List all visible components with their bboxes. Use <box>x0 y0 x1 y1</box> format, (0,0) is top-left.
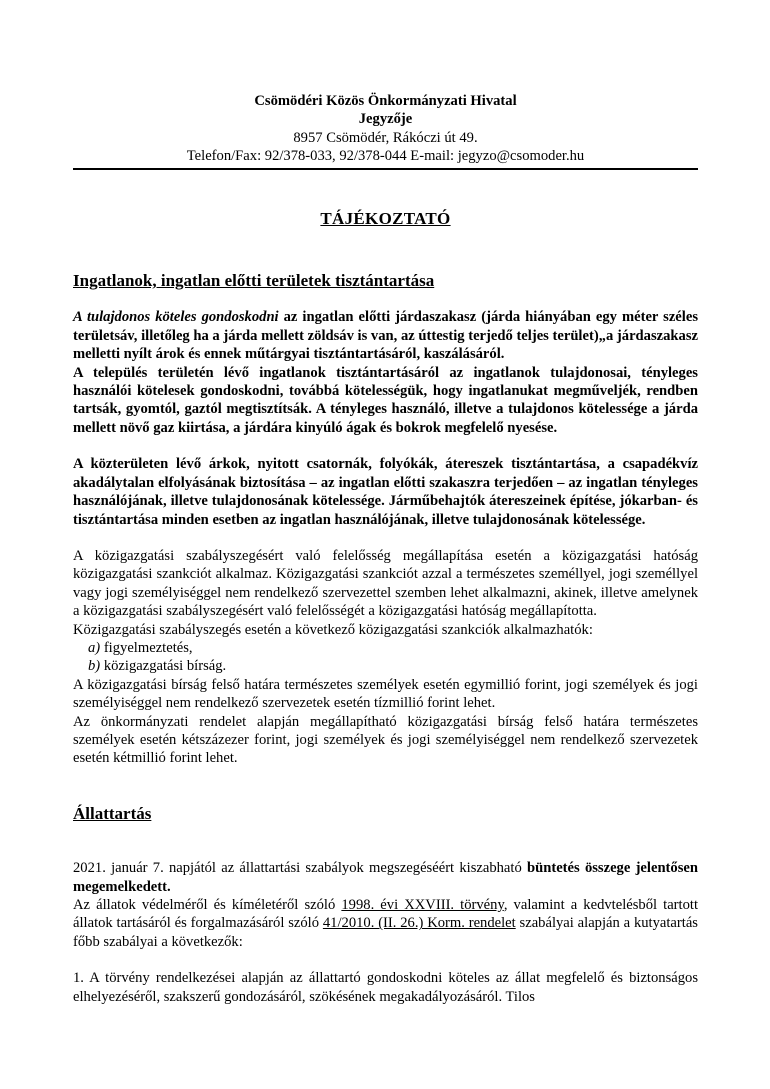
office-contact: Telefon/Fax: 92/378-033, 92/378-044 E-mail: jegyzo@csomoder.hu <box>186 148 585 165</box>
document-title: TÁJÉKOZTATÓ <box>320 208 451 228</box>
paragraph-sanctions: A közigazgatási szabályszegésért való felelősség megállapítása esetén a közigazgatási hatóság közigazgatási szankciót alkalmaz. Közigazgatási szankciót azzal a természetes személlyel, jogi személlyel vagy jogi személyiséggel nem rendelkező szervezettel szemben lehet alkalmazni, akinek, illetve amelynek a közigazgatási szabályszegésért való felelősségét a közigazgatási hatóság megállapította. <box>73 547 698 620</box>
paragraph-rule-1: 1. A törvény rendelkezései alapján az állattartó gondoskodni köteles az állat megfelelő és biztonságos elhelyezéséről, szakszerű gondozásáról, szökésének megakadályozásáról. Tilos <box>73 970 698 1005</box>
section-title-property-cleaning: Ingatlanok, ingatlan előtti területek tisztántartása <box>73 271 435 291</box>
office-name: Csömödéri Közös Önkormányzati Hivatal <box>254 93 517 109</box>
sanction-item <box>73 639 698 657</box>
sanction-item <box>73 657 698 675</box>
paragraph-property-maintenance: A település területén lévő ingatlanok tisztántartásáról az ingatlanok tulajdonosai, tényleges használói kötelesek gondoskodni, továbbá kötelességük, hogy ingatlanukat megműveljék, rendben tartsák, gyomtól, gaztól megtisztítsák. A tényleges használó, illetve a tulajdonos kötelessége a járda mellett növő gaz kiirtása, a járdára kinyúló ágak és bokrok megfelelő nyesése. <box>73 364 698 436</box>
law-link[interactable]: 1998. évi XXVIII. törvény <box>341 897 504 913</box>
paragraph-owner-duty-emphasis: A tulajdonos köteles gondoskodni <box>73 309 279 326</box>
paragraph-fine-limit: A közigazgatási bírság felső határa természetes személyek esetén egymillió forint, jogi személyek és jogi személyiséggel nem rendelkező szervezetek esetén tízmillió forint lehet. <box>73 676 698 712</box>
paragraph-penalty-increase <box>73 859 698 896</box>
paragraph-penalty-increase-text: 2021. január 7. napjától az állattartási szabályok megszegéséért kiszabható <box>73 860 527 877</box>
header-divider <box>73 168 698 170</box>
decree-link[interactable]: 41/2010. (II. 26.) Korm. rendelet <box>322 915 516 932</box>
legal-basis-text: Az állatok védelméről és kíméletéről szóló <box>73 897 342 913</box>
section-title-animal-keeping: Állattartás <box>73 803 152 823</box>
paragraph-legal-basis <box>73 896 698 951</box>
paragraph-owner-duty <box>73 308 698 363</box>
sanction-item-text: figyelmeztetés, <box>100 639 193 656</box>
sanction-item-marker: b) <box>88 658 101 675</box>
paragraph-penalty-increase-emphasis: büntetés összege jelentősen megemelkedett. <box>73 860 698 895</box>
legal-basis-text: szabályai alapján a kutyatartás főbb szabályai a következők: <box>73 915 698 950</box>
paragraph-sanctions-list-intro: Közigazgatási szabályszegés esetén a következő közigazgatási szankciók alkalmazhatók: <box>73 621 593 638</box>
legal-basis-text: , valamint a kedvtelésből tartott állatok tartásáról és forgalmazásáról szóló <box>73 897 698 932</box>
office-role: Jegyzője <box>358 111 413 128</box>
paragraph-ditches: A közterületen lévő árkok, nyitott csatornák, folyókák, átereszek tisztántartása, a csapadékvíz akadálytalan elfolyásának biztosítása – az ingatlan előtti szakaszra terjedően – az ingatlan tényleges használójának, illetve tulajdonosának kötelessége. Járműbehajtók átereszeinek építése, jókarban- és tisztántartása minden esetben az ingatlan használójának, illetve tulajdonosának kötelessége. <box>73 456 698 528</box>
letterhead <box>73 92 698 166</box>
sanction-item-marker: a) <box>88 639 101 656</box>
paragraph-owner-duty-text: az ingatlan előtti járdaszakasz (járda hiányában egy méter széles területsáv, illetőleg ha a járda mellett zöldsáv is van, az úttestig terjedő teljes terület)„a járdaszakasz melletti nyílt árok és ennek műtárgyai tisztántartásáról, kaszálásáról. <box>73 309 698 363</box>
office-address: 8957 Csömödér, Rákóczi út 49. <box>293 129 478 146</box>
paragraph-local-fine-limit: Az önkormányzati rendelet alapján megállapítható közigazgatási bírság felső határa természetes személyek esetén kétszázezer forint, jogi személyek és jogi személyiséggel nem rendelkező szervezetek esetén kétmillió forint lehet. <box>73 713 698 767</box>
sanction-item-text: közigazgatási bírság. <box>100 658 227 675</box>
